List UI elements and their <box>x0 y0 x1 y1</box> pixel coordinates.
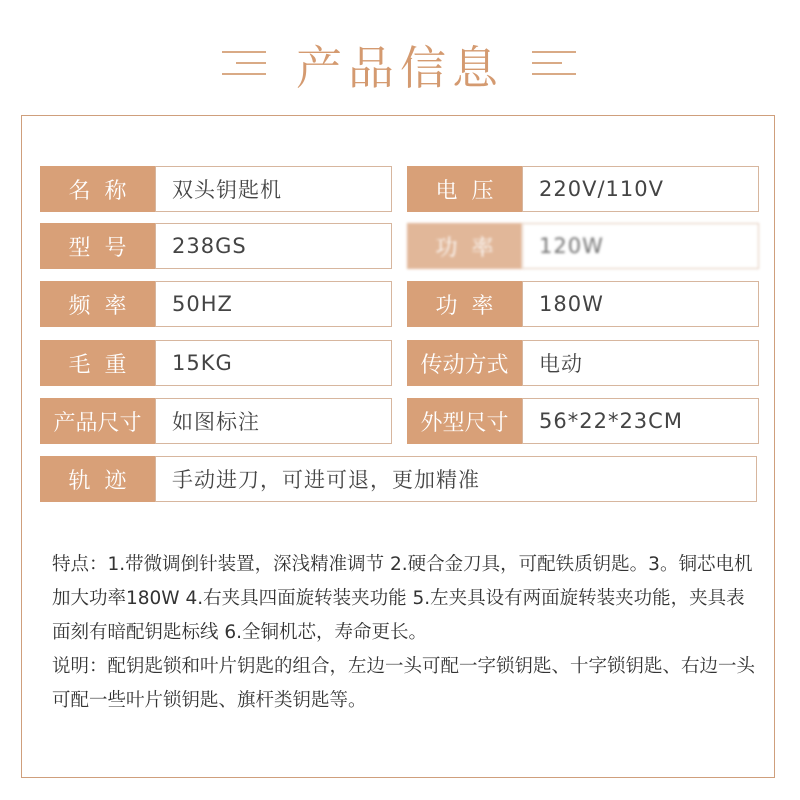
spec-label-track: 轨 迹 <box>40 456 155 502</box>
spec-value-frequency: 50HZ <box>155 281 392 327</box>
spec-value-model: 238GS <box>155 223 392 269</box>
spec-label-product-size: 产品尺寸 <box>40 398 155 444</box>
spec-value-power-blurred: 120W <box>522 223 759 269</box>
spec-value-drive-mode: 电动 <box>522 340 759 386</box>
spec-value-voltage: 220V/110V <box>522 166 759 212</box>
spec-value-track: 手动进刀，可进可退，更加精准 <box>155 456 757 502</box>
spec-label-power: 功 率 <box>407 281 522 327</box>
spec-label-outer-size: 外型尺寸 <box>407 398 522 444</box>
spec-value-name: 双头钥匙机 <box>155 166 392 212</box>
title-decoration-right <box>532 62 562 64</box>
spec-value-power: 180W <box>522 281 759 327</box>
spec-label-power-blurred: 功 率 <box>407 223 522 269</box>
title-decoration-right <box>532 51 576 53</box>
spec-label-gross-weight: 毛 重 <box>40 340 155 386</box>
features-text: 特点：1.带微调倒针装置，深浅精准调节 2.硬合金刀具，可配铁质钥匙。3。铜芯电机加大功率180W 4.右夹具四面旋转装夹功能 5.左夹具设有两面旋转装夹功能，夹具表面刻有暗配钥匙标线 6.全铜机芯，寿命更长。 <box>52 554 753 643</box>
spec-label-model: 型 号 <box>40 223 155 269</box>
spec-value-outer-size: 56*22*23CM <box>522 398 759 444</box>
spec-label-voltage: 电 压 <box>407 166 522 212</box>
notes-block <box>52 548 757 718</box>
title-block <box>0 28 800 108</box>
spec-label-drive-mode: 传动方式 <box>407 340 522 386</box>
spec-value-product-size: 如图标注 <box>155 398 392 444</box>
spec-label-frequency: 频 率 <box>40 281 155 327</box>
spec-label-name: 名 称 <box>40 166 155 212</box>
page-title: 产品信息 <box>296 41 504 95</box>
spec-value-gross-weight: 15KG <box>155 340 392 386</box>
description-text: 说明：配钥匙锁和叶片钥匙的组合，左边一头可配一字锁钥匙、十字锁钥匙、右边一头可配一些叶片锁钥匙、旗杆类钥匙等。 <box>52 656 756 711</box>
title-decoration-right <box>532 73 576 75</box>
